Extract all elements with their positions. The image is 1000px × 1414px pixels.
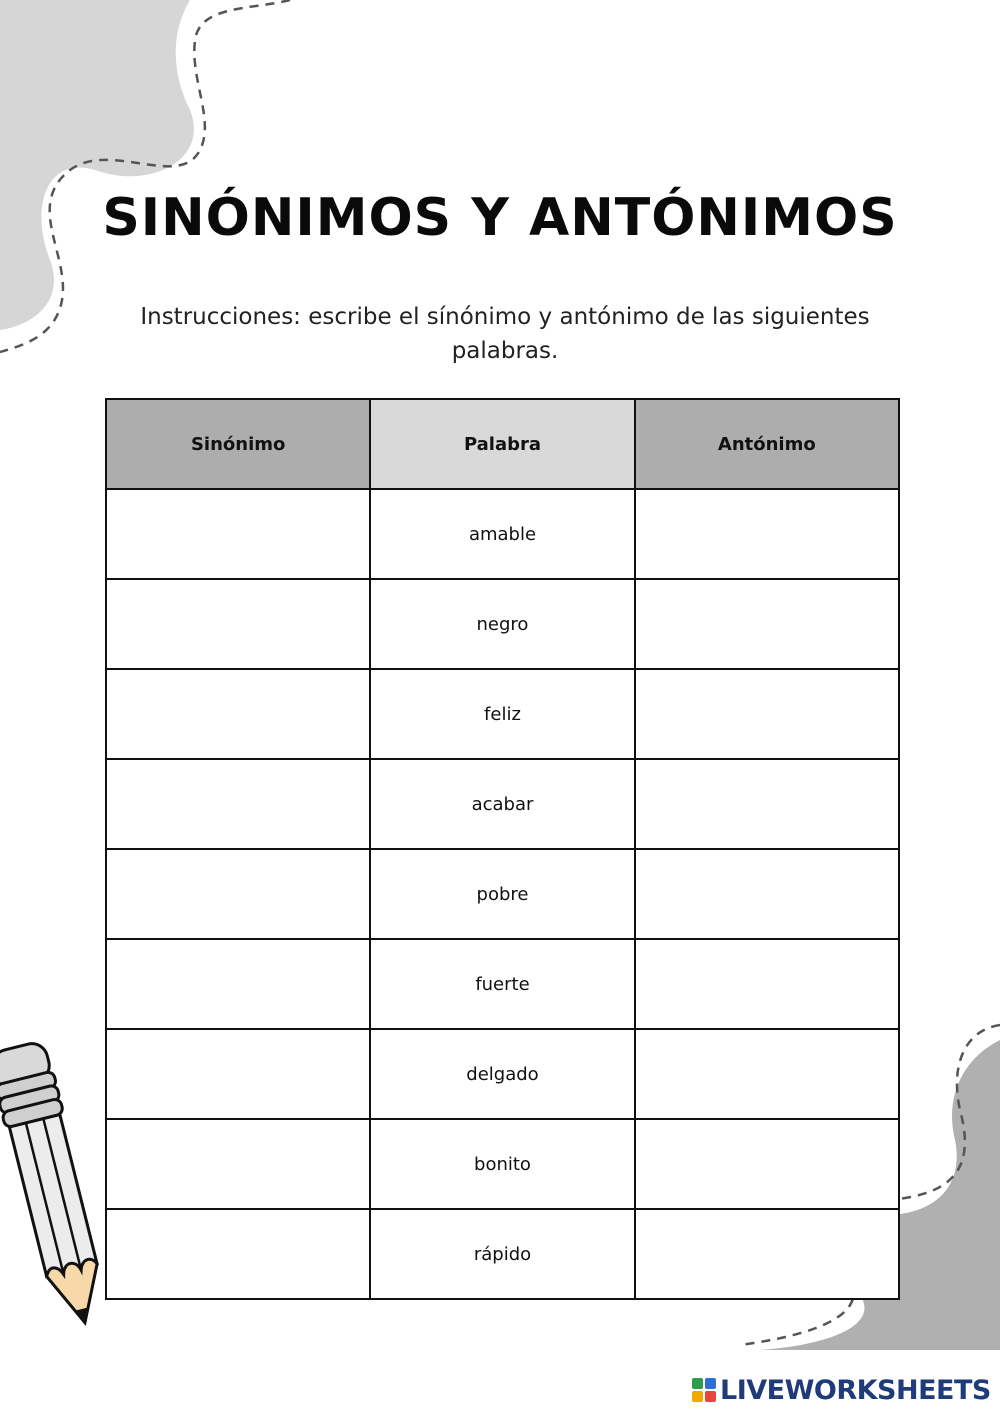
word-cell: fuerte [370,939,634,1029]
table-row [106,759,899,849]
header-word: Palabra [370,399,634,489]
antonym-input[interactable] [635,1209,899,1299]
antonym-input[interactable] [635,939,899,1029]
header-antonym: Antónimo [635,399,899,489]
synonym-input[interactable] [106,489,370,579]
pencil-icon [0,1030,140,1340]
synonym-input[interactable] [106,939,370,1029]
table-row [106,579,899,669]
liveworksheets-logo [692,1374,991,1406]
table-row [106,1029,899,1119]
antonym-input[interactable] [635,849,899,939]
word-cell: pobre [370,849,634,939]
page-title: SINÓNIMOS Y ANTÓNIMOS [102,188,898,248]
word-cell: rápido [370,1209,634,1299]
synonym-input[interactable] [106,669,370,759]
synonym-input[interactable] [106,1119,370,1209]
word-cell: negro [370,579,634,669]
antonym-input[interactable] [635,759,899,849]
logo-icon [692,1378,716,1402]
synonym-input[interactable] [106,759,370,849]
word-cell: delgado [370,1029,634,1119]
synonym-input[interactable] [106,579,370,669]
antonym-input[interactable] [635,1029,899,1119]
word-cell: amable [370,489,634,579]
antonym-input[interactable] [635,579,899,669]
antonym-input[interactable] [635,669,899,759]
synonym-input[interactable] [106,1029,370,1119]
synonym-antonym-table [105,398,900,1300]
table-row [106,489,899,579]
word-cell: acabar [370,759,634,849]
word-cell: bonito [370,1119,634,1209]
header-synonym: Sinónimo [106,399,370,489]
synonym-input[interactable] [106,849,370,939]
table-row [106,1119,899,1209]
table-row [106,1209,899,1299]
synonym-input[interactable] [106,1209,370,1299]
table-row [106,849,899,939]
table-row [106,939,899,1029]
brand-name: LIVEWORKSHEETS [720,1374,991,1406]
table-row [106,669,899,759]
word-cell: feliz [370,669,634,759]
antonym-input[interactable] [635,1119,899,1209]
instructions-text: Instrucciones: escribe el sínónimo y antónimo de las siguientes palabras. [140,304,870,364]
antonym-input[interactable] [635,489,899,579]
table-header-row [106,399,899,489]
